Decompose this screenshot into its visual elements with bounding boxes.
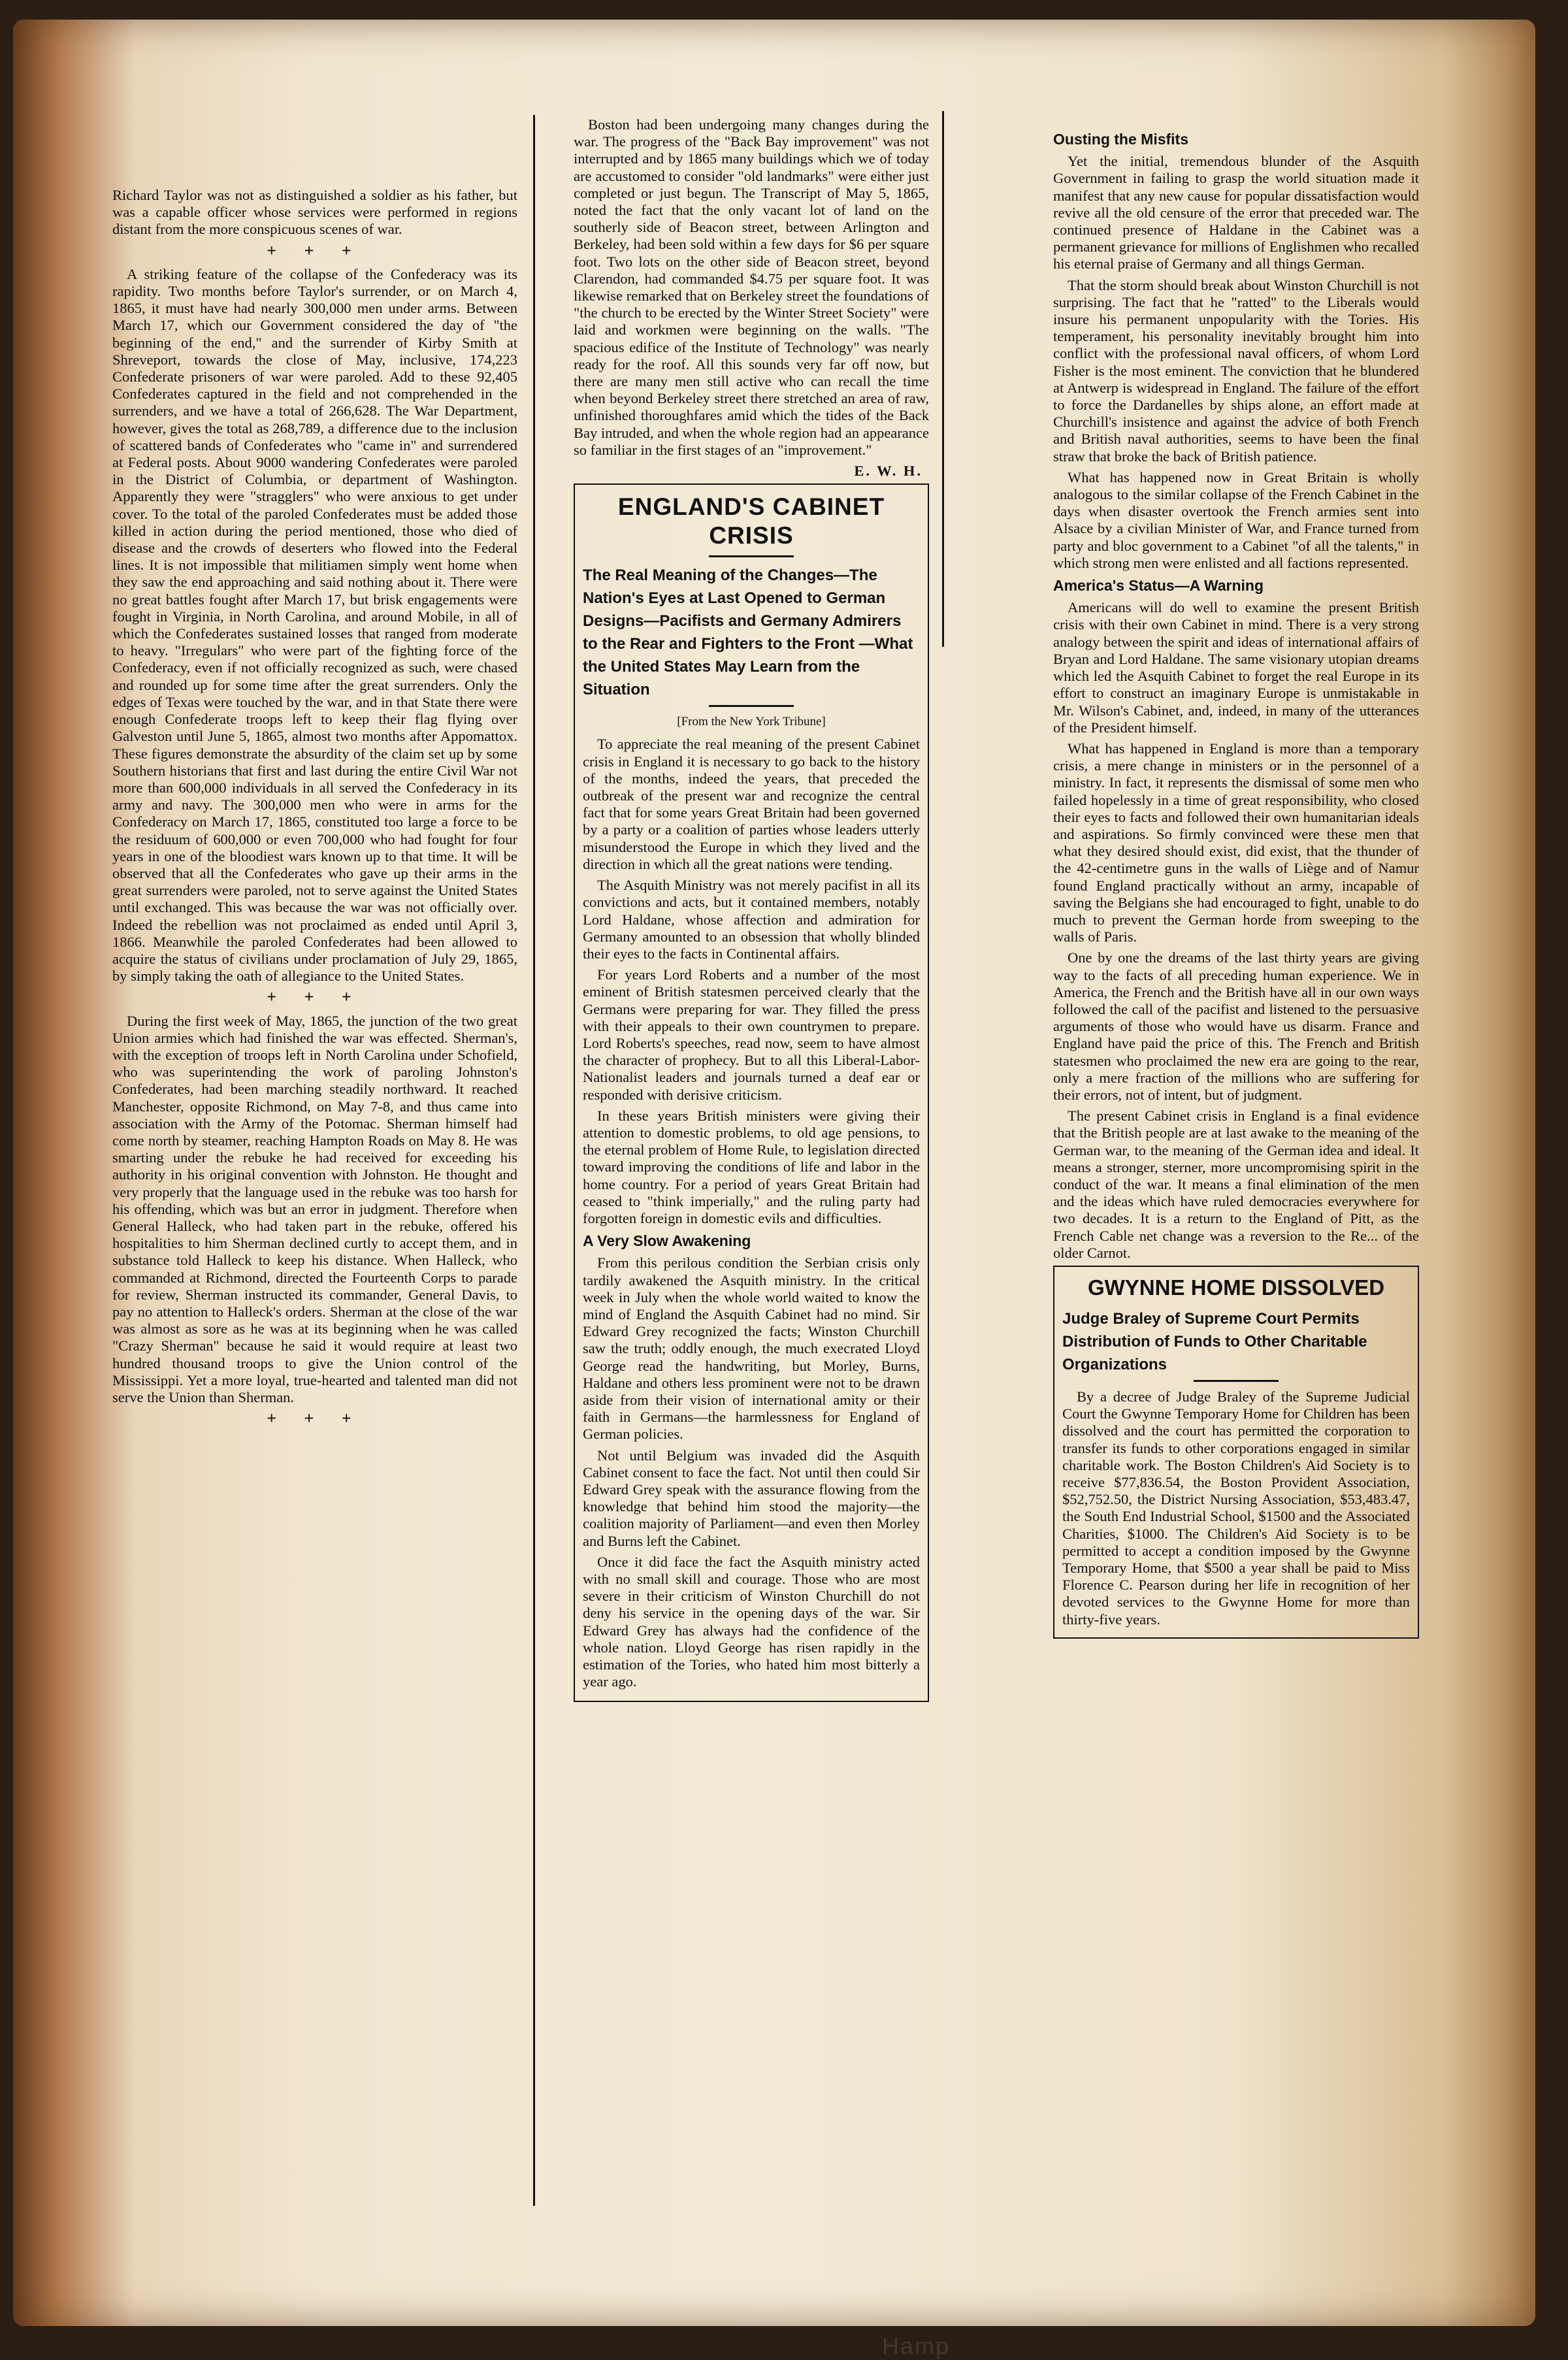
section-separator: + + + bbox=[267, 1409, 363, 1428]
paragraph: From this perilous condition the Serbian crisis only tardily awakened the Asquith ministry. In the critical week in July when the whole world waited to know the mind of England the Asquith Cabinet had no mind. Sir Edward Grey recognized the facts; Winston Churchill saw the truth; oddly enough, the much execrated Lloyd George read the handwriting, but Morley, Burns, Haldane and others less prominent were not to be drawn aside from their vision of international amity or their faith in Germans—the harmlessness for England of German policies. bbox=[583, 1254, 920, 1443]
paragraph: To appreciate the real meaning of the present Cabinet crisis in England it is necessary to go back to the history of the months, indeed the years, that preceded the outbreak of the present war and recognize the central fact that for some years Great Britain had been governed by a party or a coalition of parties whose leaders utterly misunderstood the Europe in which they lived and the direction in which all the great nations were tending. bbox=[583, 736, 920, 872]
watermark-text: Hamp bbox=[882, 2333, 951, 2359]
section-heading: A Very Slow Awakening bbox=[583, 1232, 751, 1250]
paragraph: That the storm should break about Winston Churchill is not surprising. The fact that he "ratted" to the Liberals would insure his permanent unpopularity with the Tories. His temperament, his personality inevitably brought him into conflict with the professional naval officers, of whom Lord Fisher is the most eminent. The conviction that he blundered at Antwerp is widespread in England. The failure of the effort to force the Dardanelles by ships alone, an effort made at Churchill's insistence and against the advice of both French and British naval authorities, seems to have been the final straw that broke the back of British patience. bbox=[1053, 276, 1419, 465]
section-separator: + + + bbox=[267, 240, 363, 260]
section-separator: + + + bbox=[267, 987, 363, 1007]
subheadline: The Real Meaning of the Changes—The Nation's Eyes at Last Opened to German Designs—Pacifists and Germany Admirers to the Rear and Fighters to the Front —What the United States May Learn from the Situation bbox=[583, 566, 913, 699]
article-box-gwynne-home bbox=[1053, 1266, 1419, 1639]
article-column-middle bbox=[574, 116, 929, 2171]
source-credit: [From the New York Tribune] bbox=[677, 715, 826, 729]
divider bbox=[709, 705, 794, 707]
paragraph: By a decree of Judge Braley of the Supreme Judicial Court the Gwynne Temporary Home for Children has been dissolved and the court has permitted the corporation to transfer its funds to other corporations engaged in similar charitable work. The Boston Children's Aid Society is to receive $77,836.54, the Boston Provident Association, $52,752.50, the District Nursing Association, $53,483.47, the South End Industrial School, $1500 and the Associated Charities, $1000. The Children's Aid Society is to be permitted to accept a condition imposed by the Gwynne Temporary Home, that $500 a year shall be paid to Miss Florence C. Pearson during her life in recognition of her devoted services to the Gwynne Home for more than thirty-five years. bbox=[1062, 1388, 1410, 1628]
paragraph: The present Cabinet crisis in England is a final evidence that the British people are at last awake to the meaning of the German war, to the meaning of the German idea and ideal. It means a stronger, sterner, more uncompromising spirit in the conduct of the war. It means a final elimination of the men and the ideas which have ruled democracies everywhere for two decades. It is a return to the England of Pitt, as the French Cable net change was a reversion to the Re... of the older Carnot. bbox=[1053, 1107, 1419, 1261]
paragraph: Not until Belgium was invaded did the Asquith Cabinet consent to face the fact. Not until then could Sir Edward Grey speak with the assurance flowing from the knowledge that behind him stood the majority—the coalition majority of Parliament—and even then Morley and Burns left the Cabinet. bbox=[583, 1447, 920, 1549]
divider bbox=[1194, 1380, 1279, 1382]
column-rule bbox=[533, 115, 535, 2206]
paragraph: Richard Taylor was not as distinguished a soldier as his father, but was a capable officer whose services were performed in regions distant from the more conspicuous scenes of war. bbox=[112, 187, 517, 238]
article-column-right bbox=[1053, 125, 1419, 2214]
paragraph: One by one the dreams of the last thirty years are giving way to the facts of all preceding human experience. We in America, the French and the British have all in our own ways followed the call of the pacifist and listened to the persuasive arguments of those who would have us disarm. France and England have paid the price of this. The French and British statesmen who proclaimed the new era are going to the rear, only a mere fraction of the millions who are suffering for their errors, not of intent, but of judgment. bbox=[1053, 949, 1419, 1103]
paragraph: The Asquith Ministry was not merely pacifist in all its convictions and acts, but it contained members, notably Lord Haldane, whose affection and admiration for Germany amounted to an obsession that wholly blinded their eyes to the facts in Continental affairs. bbox=[583, 877, 920, 962]
author-signature: E. W. H. bbox=[854, 463, 923, 480]
article-column-left bbox=[112, 187, 517, 2207]
column-rule bbox=[942, 111, 944, 647]
headline: GWYNNE HOME DISSOLVED bbox=[1087, 1275, 1385, 1300]
subheadline: Judge Braley of Supreme Court Permits Distribution of Funds to Other Charitable Organizations bbox=[1062, 1310, 1367, 1373]
scrapbook-page bbox=[13, 20, 1535, 2359]
paragraph: Once it did face the fact the Asquith ministry acted with no small skill and courage. Those who are most severe in their criticism of Winston Churchill do not deny his service in the opening days of the war. Sir Edward Grey has always had the confidence of the whole nation. Lloyd George has risen rapidly in the estimation of the Tories, who hated him most bitterly a year ago. bbox=[583, 1553, 920, 1690]
paragraph: In these years British ministers were giving their attention to domestic problems, to old age pensions, to the eternal problem of Home Rule, to legislation directed toward improving the conditions of life and labor in the home country. For a period of years Great Britain had ceased to "think imperially," and the ruling party had forgotten foreign in domestic evils and difficulties. bbox=[583, 1107, 920, 1226]
paragraph: Yet the initial, tremendous blunder of the Asquith Government in failing to grasp the world situation made it manifest that any new cause for popular dissatisfaction would revive all the old censure of the error that preceded war. The continued presence of Haldane in the Cabinet was a permanent grievance for millions of Englishmen who recalled his eternal praise of Germany and all things German. bbox=[1053, 153, 1419, 272]
section-heading: Ousting the Misfits bbox=[1053, 131, 1188, 148]
paragraph: For years Lord Roberts and a number of the most eminent of British statesmen perceived clearly that the Germans were preparing for war. They filled the press with their appeals to their own countrymen to prepare. Lord Roberts's speeches, read now, seem to have almost the character of prophecy. But to all this Liberal-Labor-Nationalist leaders and journals turned a deaf ear or responded with derisive criticism. bbox=[583, 966, 920, 1103]
paragraph: During the first week of May, 1865, the junction of the two great Union armies which had finished the war was effected. Sherman's, with the exception of troops left in North Carolina under Schofield, who was superintending the work of paroling Johnston's Confederates, had been marching steadily northward. It reached Manchester, opposite Richmond, on May 7-8, and thus came into association with the Army of the Potomac. Sherman himself had come north by steamer, reaching Hampton Roads on May 8. He was smarting under the rebuke he had received for exceeding his authority in his original convention with Johnston. He thought and very properly that the language used in the rebuke was too harsh for his offending, which was but an error in judgment. Therefore when General Halleck, who had taken part in the rebuke, offered his hospitalities to him Sherman declined curtly to accept them, and in substance told Halleck to keep his distance. When Halleck, who commanded at Richmond, directed the Fourteenth Corps to parade for review, Sherman instructed its commander, General Davis, to pay no attention to Halleck's orders. Sherman at the close of the war was almost as sore as he was at its beginning when he was called "Crazy Sherman" because he said it would require at least two hundred thousand troops to give the Union control of the Mississippi. Yet a more loyal, true-hearted and talented man did not serve the Union than Sherman. bbox=[112, 1012, 517, 1406]
headline: ENGLAND'S CABINET CRISIS bbox=[617, 493, 885, 549]
article-box-cabinet-crisis bbox=[574, 483, 929, 1702]
paragraph: A striking feature of the collapse of the Confederacy was its rapidity. Two months before Taylor's surrender, or on March 4, 1865, it must have had nearly 300,000 men under arms. Between March 17, which our Government considered the day of "the beginning of the end," and the surrender of Kirby Smith at Shreveport, towards the close of May, inclusive, 174,223 Confederate prisoners of war were paroled. Add to these 92,405 Confederates captured in the field and not comprehended in the surrenders, and we have a total of 266,628. The War Department, however, gives the total as 268,789, a difference due to the inclusion of scattered bands of Confederates who "came in" and surrendered at Federal posts. About 9000 wandering Confederates were paroled in the District of Columbia, or department of Washington. Apparently they were "stragglers" who were anxious to get under cover. To the total of the paroled Confederates must be added those killed in action during the period mentioned, those who died of disease and the crowds of deserters who flowed into the Federal lines. It is not impossible that militiamen simply went home when they saw the end approaching and said nothing about it. There were no great battles fought after March 17, but brisk engagements were fought in Virginia, in North Carolina, and around Mobile, in all of which the Confederates sustained losses that ranged from moderate to heavy. "Irregulars" who were part of the fighting force of the Confederacy, even if not officially recognized as such, were chased and rounded up for some time after the great surrenders. Only the edges of Texas were touched by the war, and in that State there were enough Confederate troops left to keep their flag flying over Galveston until June 5, 1865, almost two months after Appomattox. These figures demonstrate the absurdity of the claim set up by some Southern historians that first and last during the entire Civil War not more than 600,000 individuals in all served the Confederacy in its army and navy. The 300,000 men who were in arms for the Confederacy on March 17, 1865, constituted too large a force to be the residuum of 600,000 or even 700,000 who had fought for four years in one of the bloodiest wars known up to that time. It will be observed that all the Confederates who gave up their arms in the great surrenders were paroled, not to serve against the United States until exchanged. This was because the war was not officially over. Indeed the rebellion was not proclaimed as ended until April 3, 1866. Meanwhile the paroled Confederates had been allowed to acquire the status of civilians under proclamation of July 29, 1865, by simply taking the oath of allegiance to the United States. bbox=[112, 265, 517, 985]
section-heading: America's Status—A Warning bbox=[1053, 577, 1264, 595]
divider bbox=[709, 555, 794, 557]
paragraph: What has happened in England is more than a temporary crisis, a mere change in ministers or in the personnel of a ministry. In fact, it represents the dismissal of some men who failed hopelessly in a time of great responsibility, who closed their eyes to facts and followed their own humanitarian ideals and aspirations. So firmly convinced were these men that what they desired should exist, did exist, that the thunder of the 42-centimetre guns in the walls of Liège and of Namur found England practically without an army, incapable of saving the Belgians she had encouraged to fight, unable to do much to prevent the German horde from sweeping to the walls of Paris. bbox=[1053, 740, 1419, 945]
paragraph: What has happened now in Great Britain is wholly analogous to the similar collapse of the French Cabinet in the days when disaster overtook the French armies sent into Alsace by a civilian Minister of War, and France turned from party and bloc government to a Cabinet "of all the talents," in which strong men were enlisted and all factions represented. bbox=[1053, 468, 1419, 571]
paragraph: Boston had been undergoing many changes during the war. The progress of the "Back Bay improvement" was not interrupted and by 1865 many buildings which we of today are accustomed to consider "old landmarks" were either just completed or just begun. The Transcript of May 5, 1865, noted the fact that the only vacant lot of land on the southerly side of Beacon street, between Arlington and Berkeley, had been sold within a few days for $6 per square foot. Two lots on the other side of Beacon street, beyond Clarendon, had commanded $4.75 per square foot. It was likewise remarked that on Berkeley street the foundations of "the church to be erected by the Winter Street Society" were laid and workmen were beginning on the walls. "The spacious edifice of the Institute of Technology" was nearly ready for the roof. All this sounds very far off now, but there are many men still active who can recall the time when beyond Berkeley street there stretched an area of raw, unfinished thoroughfares amid which the tides of the Back Bay intruded, and when the whole region had an appearance so familiar in the first stages of an "improvement." bbox=[574, 116, 929, 458]
paragraph: Americans will do well to examine the present British crisis with their own Cabinet in mind. There is a very strong analogy between the spirit and ideas of international affairs of Bryan and Lord Haldane. The same visionary utopian dreams which led the Asquith Cabinet to forget the real Europe in its effort to construct an imaginary Europe is unmistakable in Mr. Wilson's Cabinet, and, indeed, in many of the utterances of the President himself. bbox=[1053, 599, 1419, 736]
